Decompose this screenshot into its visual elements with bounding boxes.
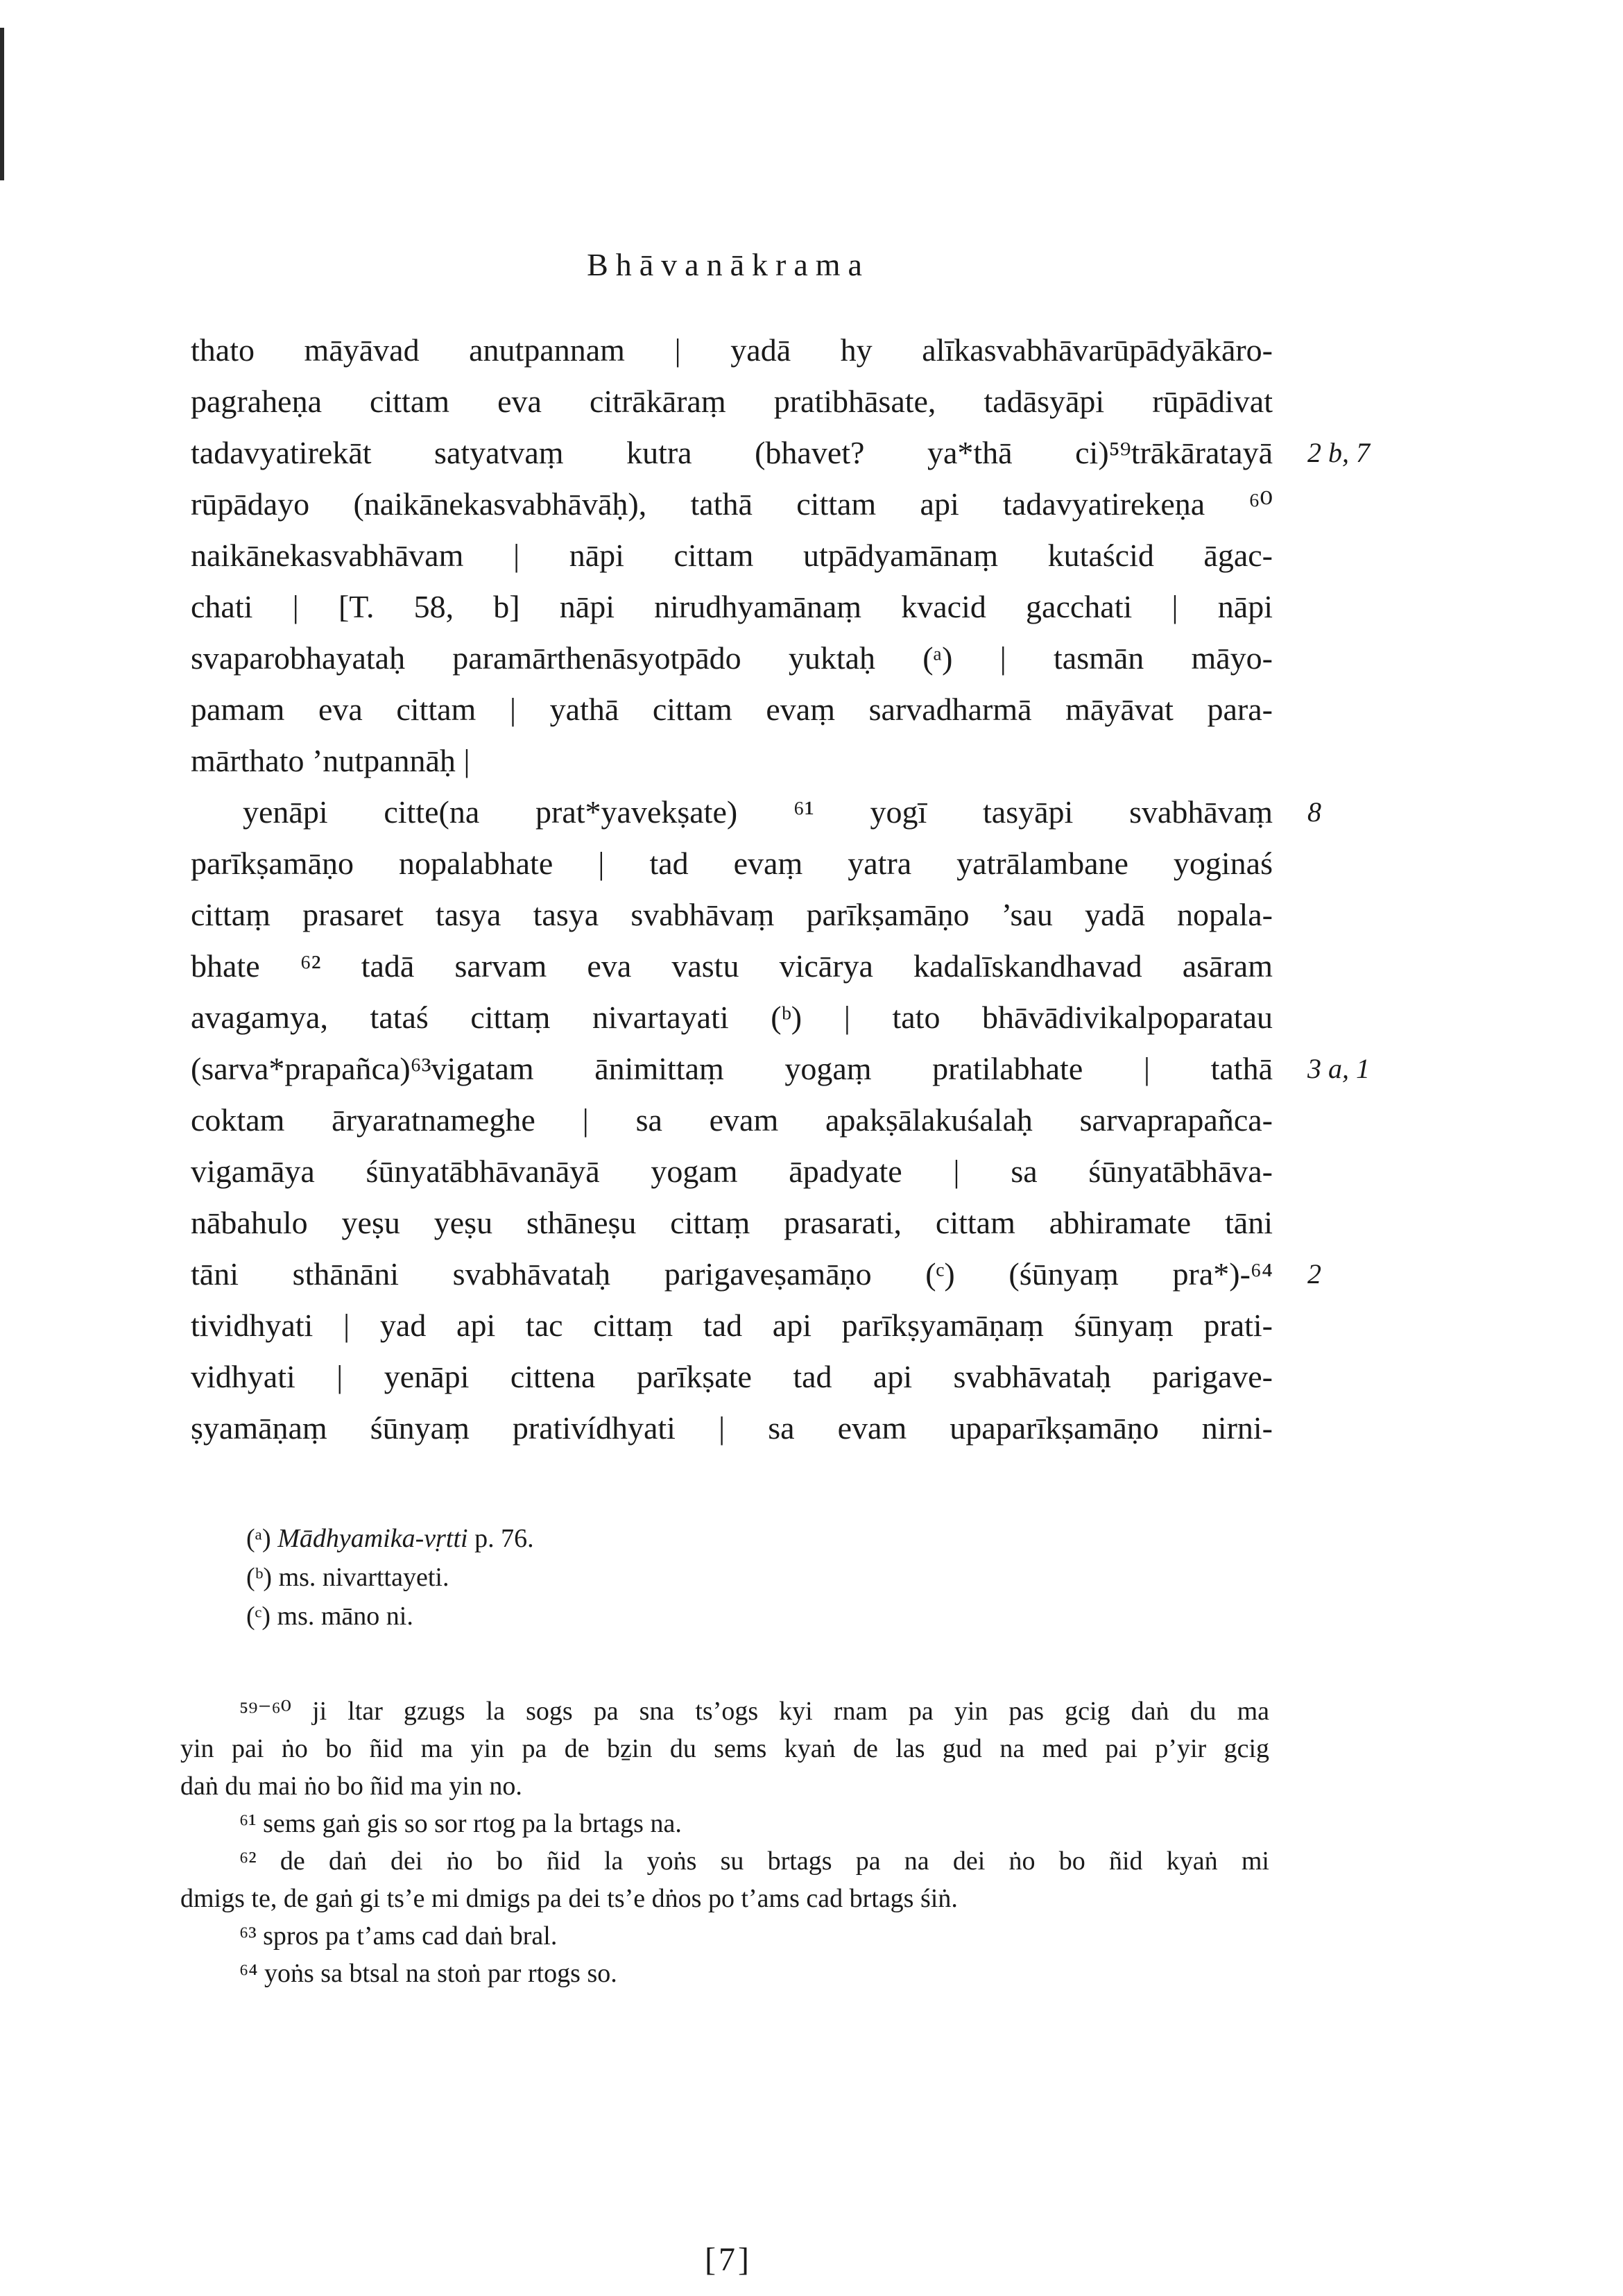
text-line — [191, 941, 1273, 992]
page-number: [7] — [705, 2241, 752, 2278]
text-line-content: ṣyamāṇaṃ śūnyaṃ prativídhyati | sa evam upaparīkṣamāṇo nirni- — [191, 1410, 1273, 1446]
text-line — [191, 1043, 1370, 1095]
footnotes — [246, 1519, 870, 1636]
margin-reference: 8 — [1307, 796, 1321, 828]
text-line-content: tividhyati | yad api tac cittaṃ tad api parīkṣyamāṇaṃ śūnyaṃ prati- — [191, 1308, 1273, 1343]
text-line — [191, 735, 1273, 787]
text-line — [191, 1146, 1273, 1197]
text-line-content: pamam eva cittam | yathā cittam evaṃ sarvadharmā māyāvat para- — [191, 692, 1273, 727]
tibetan-note-line: ⁶⁴ yoṅs sa btsal na stoṅ par rtogs so. — [239, 1959, 617, 1988]
text-line — [191, 376, 1273, 427]
text-line — [191, 530, 1273, 581]
text-line — [191, 1403, 1273, 1454]
text-line-content: (sarva*prapañca)⁶³vigatam ānimittaṃ yogaṃ pratilabhate | tathā — [191, 1051, 1273, 1086]
text-line-content: yenāpi citte(na prat*yavekṣate) ⁶¹ yogī tasyāpi svabhāvaṃ — [243, 794, 1273, 830]
text-line-content: tāni sthānāni svabhāvataḥ parigaveṣamāṇo (ᶜ) (śūnyaṃ pra*)-⁶⁴ — [191, 1256, 1273, 1292]
footnote-mark: (ᶜ) — [246, 1602, 271, 1631]
text-line — [191, 479, 1273, 530]
text-line — [191, 889, 1273, 941]
text-line — [191, 581, 1273, 633]
text-line — [191, 1197, 1273, 1249]
scan-edge-mark — [0, 28, 4, 180]
text-line-content: cittaṃ prasaret tasya tasya svabhāvaṃ parīkṣamāṇo ’sau yadā nopala- — [191, 897, 1273, 932]
text-line-content: pagraheṇa cittam eva citrākāraṃ pratibhāsate, tadāsyāpi rūpādivat — [191, 384, 1273, 419]
text-line-content: naikānekasvabhāvam | nāpi cittam utpādyamānaṃ kutaścid āgac- — [191, 538, 1273, 573]
text-line-content: nābahulo yeṣu yeṣu sthāneṣu cittaṃ prasarati, cittam abhiramate tāni — [191, 1205, 1273, 1240]
footnote — [246, 1519, 870, 1558]
footnote-text: ms. māno ni. — [277, 1602, 413, 1631]
tibetan-note-line: yin pai ṅo bo ñid ma yin pa de bẕin du sems kyaṅ de las gud na med pai p’yir gcig — [180, 1734, 1269, 1763]
footnote-mark: (ᵃ) — [246, 1524, 271, 1553]
text-line-content: chati | [T. 58, b] nāpi nirudhyamānaṃ kvacid gacchati | nāpi — [191, 589, 1273, 624]
text-line-content: tadavyatirekāt satyatvaṃ kutra (bhavet? ya*thā ci)⁵⁹trākāratayā — [191, 435, 1273, 470]
text-line — [191, 427, 1370, 479]
footnote-text-rest: p. 76. — [467, 1524, 534, 1553]
tibetan-note-line: ⁵⁹⁻⁶⁰ ji ltar gzugs la sogs pa sna ts’ogs kyi rnam pa yin pas gcig daṅ du ma — [239, 1697, 1269, 1726]
text-line — [191, 633, 1273, 684]
text-line — [191, 992, 1273, 1043]
text-line-content: bhate ⁶² tadā sarvam eva vastu vicārya kadalīskandhavad asāram — [191, 948, 1273, 984]
text-line-content: parīkṣamāṇo nopalabhate | tad evaṃ yatra yatrālambane yoginaś — [191, 846, 1273, 881]
text-line — [191, 1351, 1273, 1403]
footnote-text: Mādhyamika-vṛtti — [277, 1524, 468, 1553]
running-head: Bhāvanākrama — [587, 247, 870, 282]
text-line — [191, 325, 1273, 376]
margin-reference: 2 b, 7 — [1307, 437, 1370, 468]
margin-reference: 2 — [1307, 1258, 1321, 1290]
text-line — [191, 1249, 1321, 1300]
tibetan-note-line: dmigs te, de gaṅ gi ts’e mi dmigs pa dei ts’e dṅos po t’ams cad brtags śiṅ. — [180, 1884, 958, 1913]
text-line-content: vigamāya śūnyatābhāvanāyā yogam āpadyate | sa śūnyatābhāva- — [191, 1154, 1273, 1189]
text-line — [191, 1095, 1273, 1146]
margin-reference: 3 a, 1 — [1307, 1053, 1370, 1084]
text-line — [191, 684, 1273, 735]
text-line — [191, 787, 1321, 838]
footnote-mark: (ᵇ) — [246, 1563, 273, 1592]
footnote-text: ms. nivarttayeti. — [278, 1563, 449, 1592]
text-line-content: rūpādayo (naikānekasvabhāvāḥ), tathā cittam api tadavyatirekeṇa ⁶⁰ — [191, 486, 1273, 522]
text-line-content: svaparobhayataḥ paramārthenāsyotpādo yuktaḥ (ᵃ) | tasmān māyo- — [191, 640, 1273, 676]
text-line — [191, 838, 1273, 889]
main-text — [191, 325, 1370, 1454]
tibetan-notes — [180, 1693, 1269, 1992]
tibetan-note-line: daṅ du mai ṅo bo ñid ma yin no. — [180, 1772, 522, 1801]
text-line — [191, 1300, 1273, 1351]
tibetan-note-line: ⁶³ spros pa t’ams cad daṅ bral. — [239, 1921, 558, 1951]
tibetan-note-line: ⁶¹ sems gaṅ gis so sor rtog pa la brtags na. — [239, 1809, 682, 1838]
text-line-content: coktam āryaratnameghe | sa evam apakṣālakuśalaḥ sarvaprapañca- — [191, 1102, 1273, 1138]
footnote — [246, 1558, 870, 1597]
tibetan-note-line: ⁶² de daṅ dei ṅo bo ñid la yoṅs su brtags pa na dei ṅo bo ñid kyaṅ mi — [239, 1847, 1269, 1876]
footnote — [246, 1597, 870, 1636]
text-line-content: mārthato ’nutpannāḥ | — [191, 743, 470, 778]
text-line-content: avagamya, tataś cittaṃ nivartayati (ᵇ) | tato bhāvādivikalpoparatau — [191, 1000, 1273, 1035]
text-line-content: thato māyāvad anutpannam | yadā hy alīkasvabhāvarūpādyākāro- — [191, 332, 1273, 368]
text-line-content: vidhyati | yenāpi cittena parīkṣate tad api svabhāvataḥ parigave- — [191, 1359, 1273, 1394]
